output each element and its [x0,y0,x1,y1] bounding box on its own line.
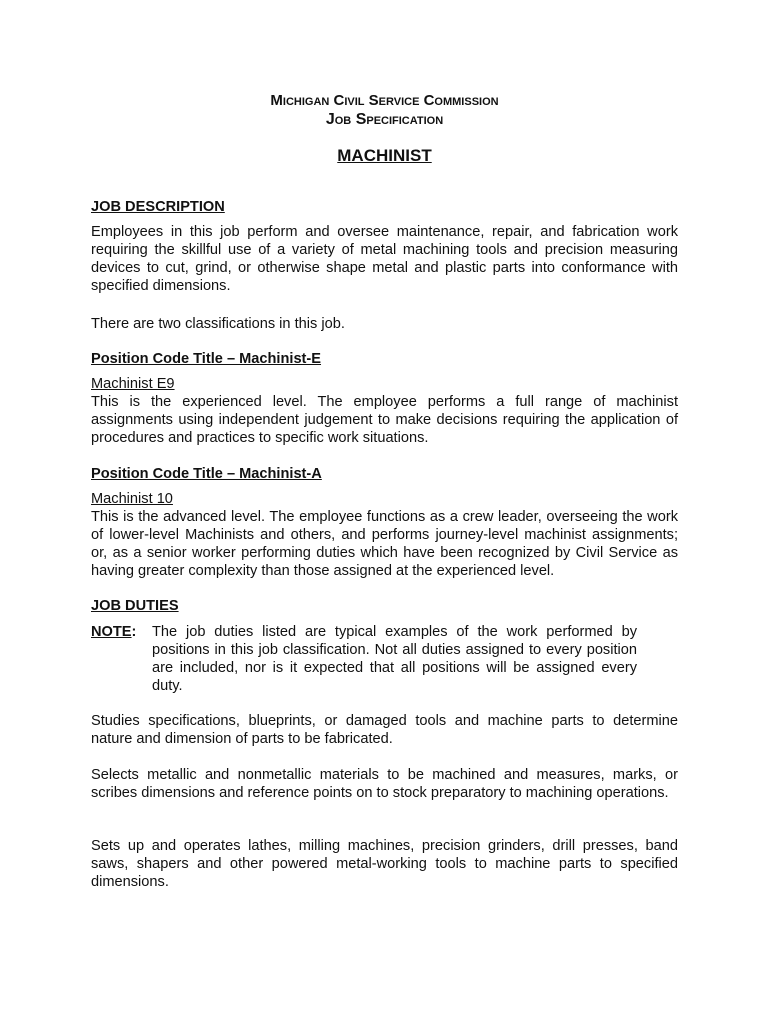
section-heading: JOB DUTIES [91,598,179,614]
duties-note [91,623,678,695]
duty-item: Studies specifications, blueprints, or damaged tools and machine parts to determine nature and dimension of parts to be fabricated. [91,713,678,747]
position-a-level [91,490,678,508]
classification-count-paragraph: There are two classifications in this job. [91,316,345,332]
section-heading: JOB DESCRIPTION [91,199,225,215]
note-label: NOTE [91,624,132,640]
classification-level: Machinist E9 [91,376,175,392]
position-code-title: Position Code Title – Machinist-E [91,351,322,367]
job-title: MACHINIST [337,146,432,165]
position-a-description: This is the advanced level. The employee functions as a crew leader, overseeing the work of lower-level Machinists and others, and performs journey-level machinist assignments; or, as a senior worker performing duties which have been recognized by Civil Service as having greater complexity than those assigned at the experienced level. [91,509,678,579]
position-e-level [91,375,678,393]
duty-item: Selects metallic and nonmetallic materials to be machined and measures, marks, or scribes dimensions and reference points on to stock preparatory to machining operations. [91,767,678,801]
classification-level: Machinist 10 [91,491,173,507]
note-colon: : [131,624,137,640]
note-text: The job duties listed are typical examples of the work performed by positions in this job classification. Not all duties assigned to every position are included, nor is it expected that all positions will be assigned every duty. [152,624,637,694]
job-duties-heading [91,597,678,615]
commission-name: Michigan Civil Service Commission [270,92,499,109]
job-description-paragraph: Employees in this job perform and oversee maintenance, repair, and fabrication work requiring the skillful use of a variety of metal machining tools and precision measuring devices to cut, grind, or otherwise shape metal and plastic parts into conformance with specified dimensions. [91,224,678,294]
position-a-heading [91,465,678,483]
job-description-heading [91,198,678,216]
position-e-heading [91,350,678,368]
position-code-title: Position Code Title – Machinist-A [91,466,322,482]
position-e-description: This is the experienced level. The employee performs a full range of machinist assignments using independent judgement to make decisions requiring the application of procedures and practices to specific work situations. [91,394,678,446]
document-type: Job Specification [325,111,444,128]
duty-item: Sets up and operates lathes, milling machines, precision grinders, drill presses, band saws, shapers and other powered metal-working tools to machine parts to specified dimensions. [91,838,678,890]
